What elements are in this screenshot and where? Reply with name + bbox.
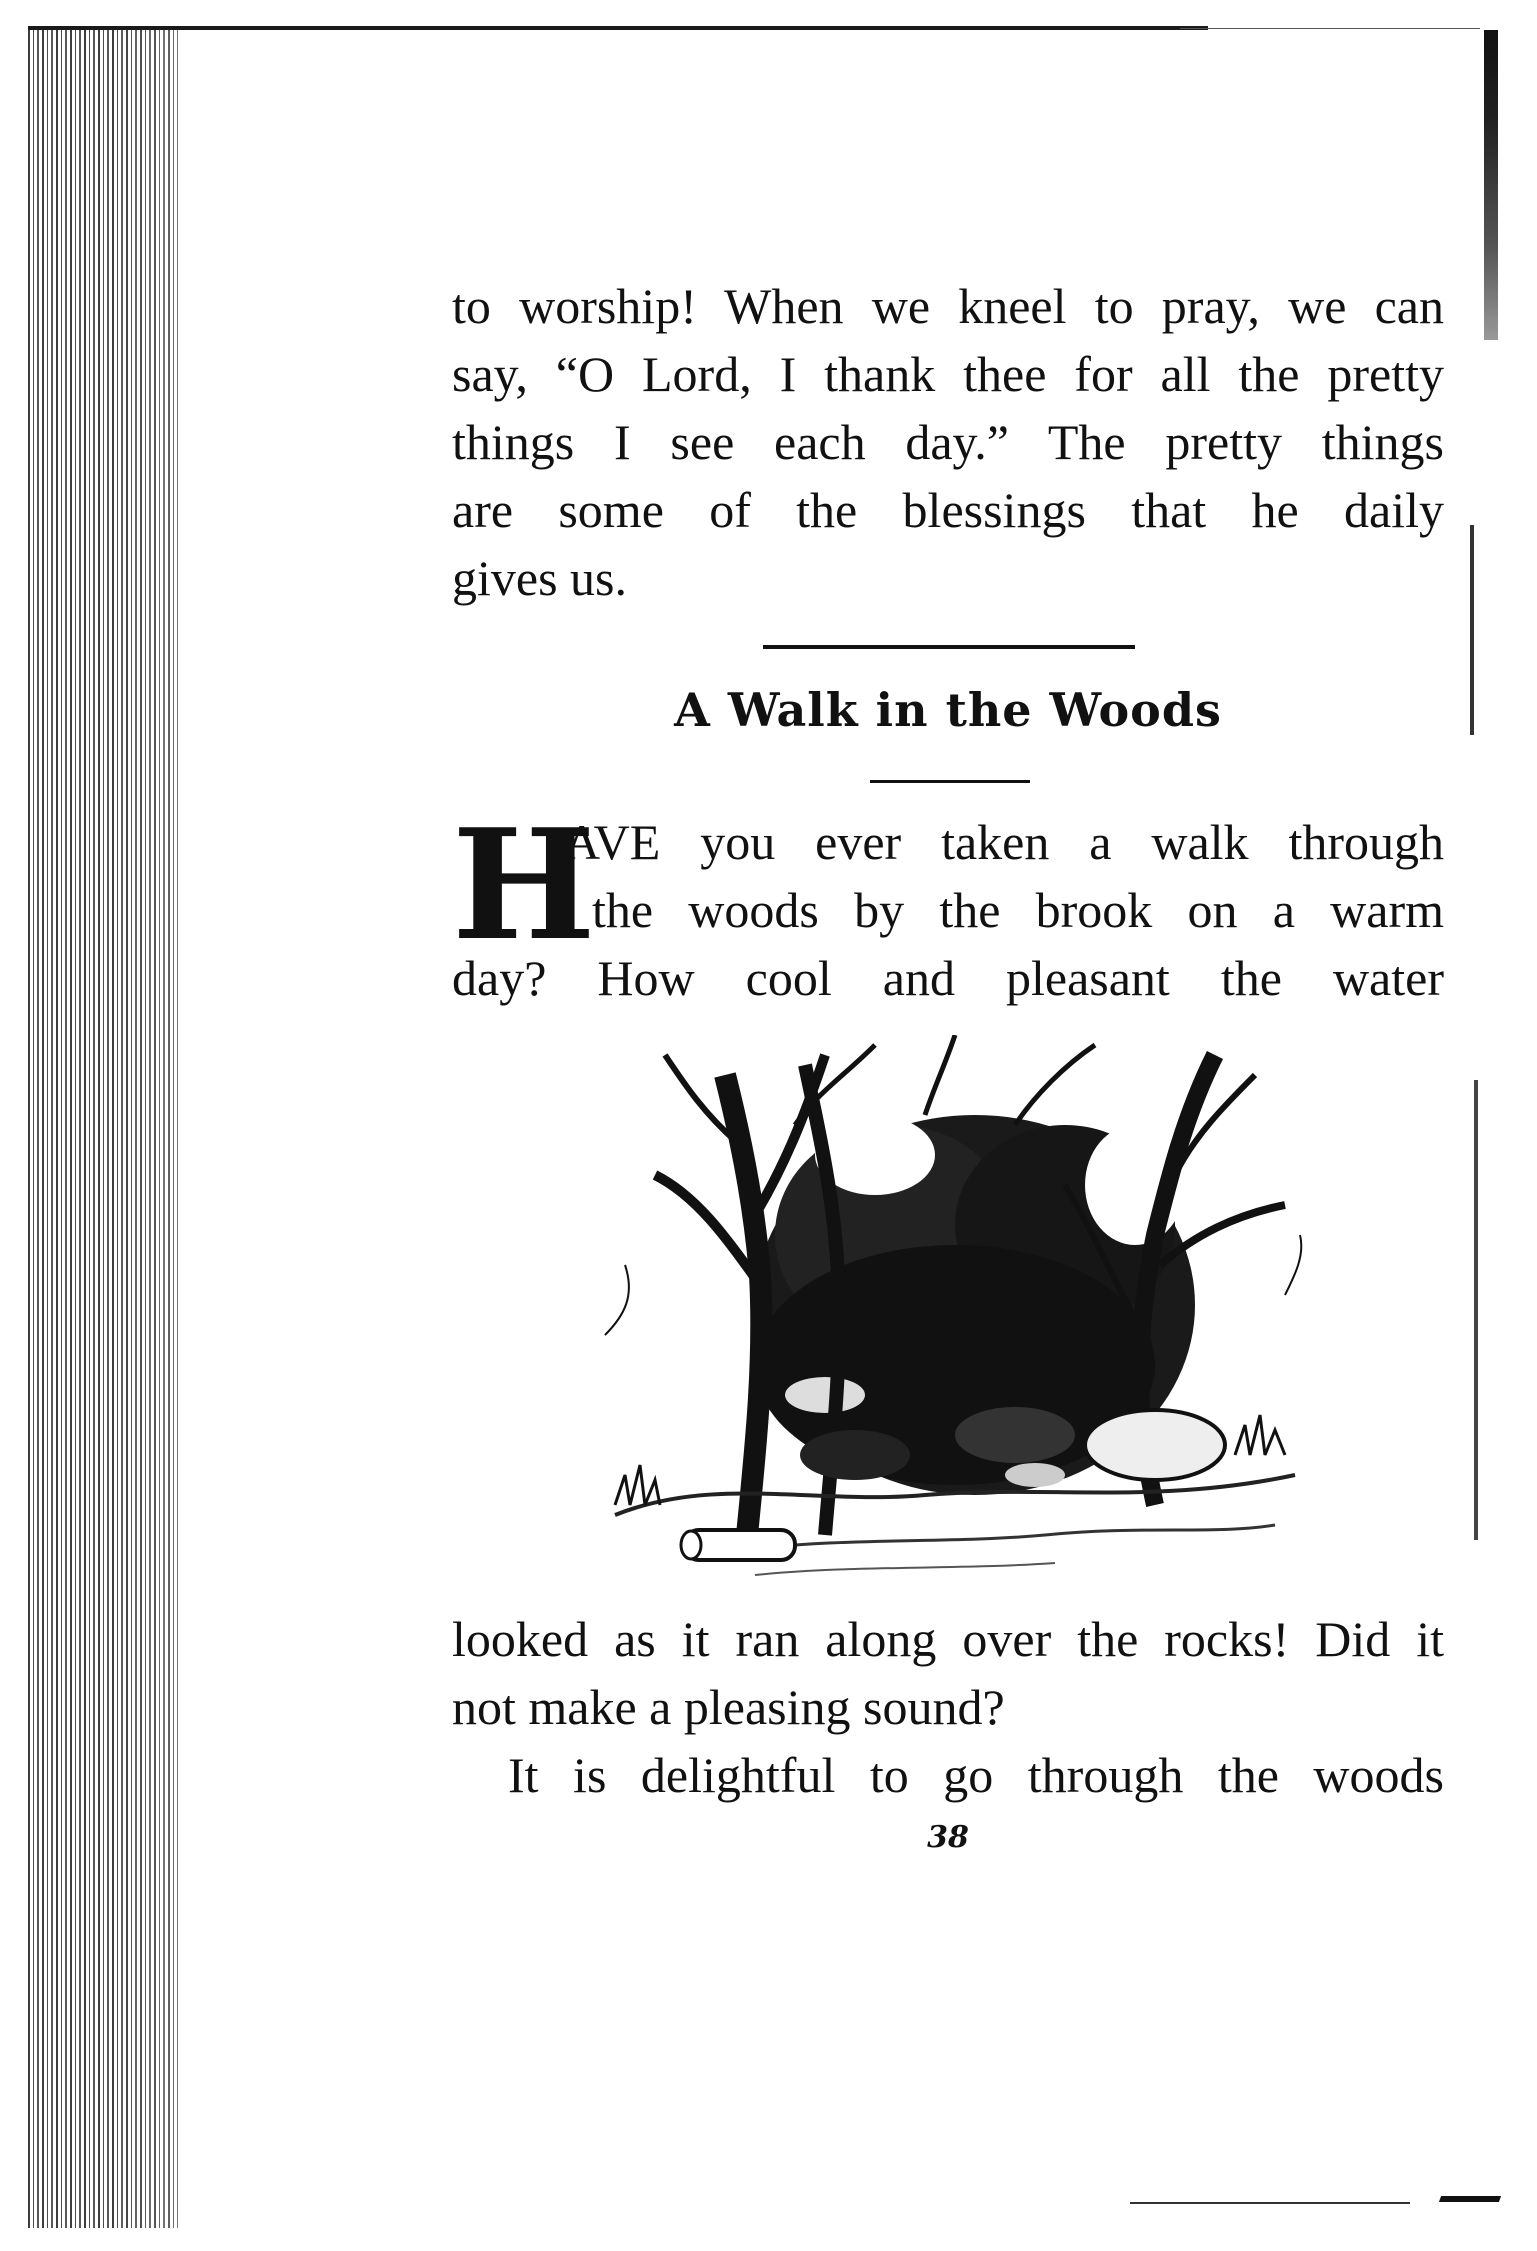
woodland-brook-engraving-icon xyxy=(595,1035,1315,1595)
text-line: day? How cool and pleasant the water xyxy=(452,950,1444,1006)
scan-top-edge-thin xyxy=(1180,28,1480,29)
scan-edge-mark xyxy=(1470,525,1474,735)
text-line: to worship! When we kneel to pray, we can xyxy=(452,278,1444,334)
page-number: 38 xyxy=(927,1820,969,1855)
text-line: AVE you ever taken a walk through xyxy=(564,814,1444,870)
paragraph-intro xyxy=(452,272,1444,612)
section-heading: A Walk in the Woods xyxy=(674,683,1222,737)
section-divider-top xyxy=(763,645,1135,649)
scan-top-edge xyxy=(28,26,1208,30)
scan-bottom-edge xyxy=(1130,2202,1410,2204)
scan-edge-mark xyxy=(1474,1080,1478,1540)
text-line: say, “O Lord, I thank thee for all the pretty xyxy=(452,346,1444,402)
text-line: gives us. xyxy=(452,550,627,606)
paragraph-opening xyxy=(452,795,1444,1012)
text-line: things I see each day.” The pretty things xyxy=(452,414,1444,470)
scan-bottom-corner xyxy=(1439,2196,1501,2202)
paragraph-continuation xyxy=(452,1605,1444,1809)
text-line: looked as it ran along over the rocks! Did it xyxy=(452,1611,1444,1667)
section-divider-bottom xyxy=(870,780,1030,783)
text-line: the woods by the brook on a warm xyxy=(592,882,1444,938)
text-line: are some of the blessings that he daily xyxy=(452,482,1444,538)
text-line: It is delightful to go through the woods xyxy=(508,1747,1444,1803)
text-line: not make a pleasing sound? xyxy=(452,1679,1005,1735)
drop-cap: H xyxy=(452,795,596,974)
gutter-shadow xyxy=(110,28,178,2228)
scan-edge-mark xyxy=(1484,30,1498,340)
